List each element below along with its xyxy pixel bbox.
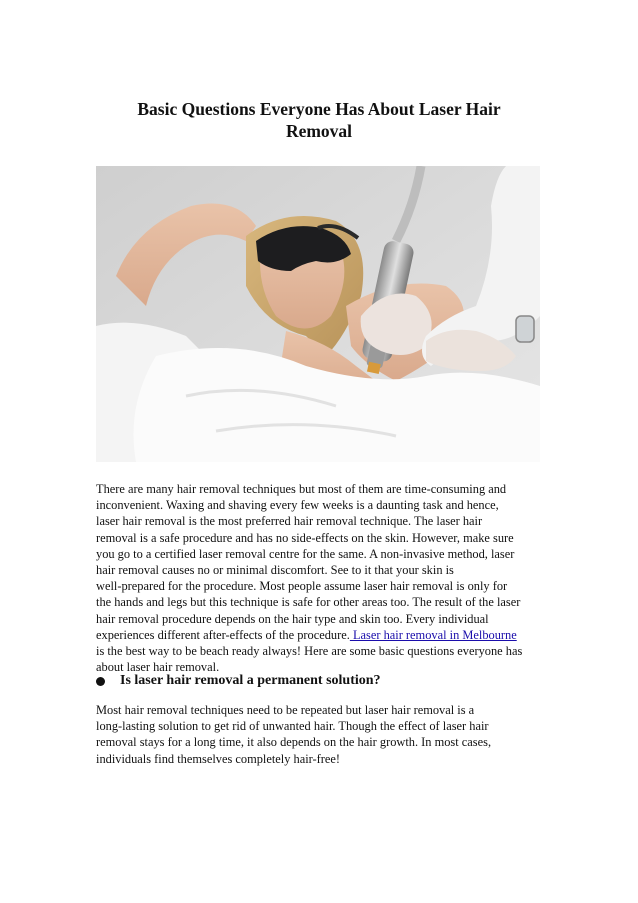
intro-paragraph [96, 481, 546, 675]
title-line: Removal [285, 121, 353, 141]
text-line: the hands and legs but this technique is safe for other areas too. The result of the laser [96, 595, 521, 610]
text-line: is the best way to be beach ready always! Here are some basic questions everyone has [96, 644, 523, 659]
text-line: well-prepared for the procedure. Most people assume laser hair removal is only for [96, 579, 508, 594]
text-line: There are many hair removal techniques but most of them are time-consuming and [96, 482, 507, 496]
text-line: hair removal procedure depends on the hair type and skin too. Every individual [96, 611, 489, 626]
title-line: Basic Questions Everyone Has About Laser Hair [137, 99, 501, 119]
text-line-with-link [96, 627, 546, 643]
section-heading-row [96, 672, 546, 692]
text-line: removal stays for a long time, it also depends on the hair growth. In most cases, [96, 735, 492, 750]
text-line: laser hair removal is the most preferred hair removal technique. The laser hair [96, 514, 483, 529]
text-line: Most hair removal techniques need to be repeated but laser hair removal is a [96, 703, 475, 717]
page-title [96, 98, 542, 142]
text-line: hair removal causes no or minimal discomfort. See to it that your skin is [96, 563, 454, 578]
text-segment: experiences different after-effects of the procedure. [96, 627, 350, 642]
melbourne-link[interactable]: Laser hair removal in Melbourne [349, 627, 517, 642]
bullet-icon [96, 677, 105, 686]
section-heading: Is laser hair removal a permanent solution? [120, 673, 381, 688]
section-paragraph [96, 702, 546, 767]
text-line: inconvenient. Waxing and shaving every few weeks is a daunting task and hence, [96, 498, 499, 513]
laser-hair-removal-photo [96, 166, 540, 462]
text-line: removal is a safe procedure and has no side-effects on the skin. However, make sure [96, 530, 514, 545]
text-line: long-lasting solution to get rid of unwanted hair. Though the effect of laser hair [96, 719, 489, 734]
wristwatch [516, 316, 534, 342]
text-line: you go to a certified laser removal centre for the same. A non-invasive method, laser [96, 546, 515, 561]
text-line: about laser hair removal. [96, 660, 220, 675]
text-line: individuals find themselves completely hair-free! [96, 751, 341, 766]
